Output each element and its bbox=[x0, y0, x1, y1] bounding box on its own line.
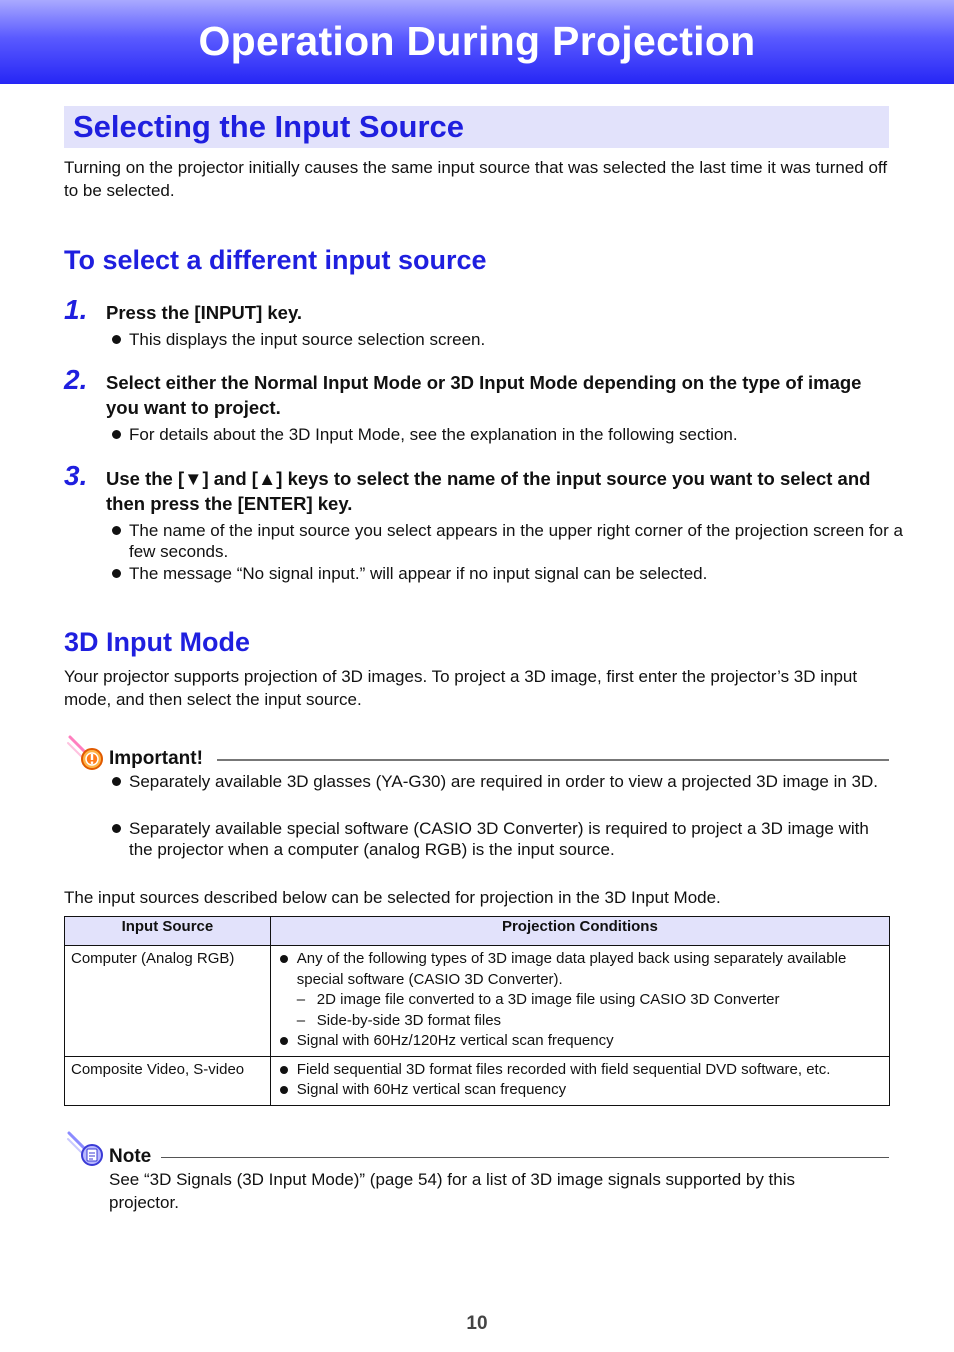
step-3-bullet-1: The name of the input source you select appears in the upper right corner of the projection screen for a few seconds. bbox=[110, 520, 909, 562]
important-divider bbox=[217, 759, 889, 761]
table-intro: The input sources described below can be selected for projection in the 3D Input Mode. bbox=[64, 888, 721, 907]
condition-bullet: Field sequential 3D format files recorded with field sequential DVD software, etc. bbox=[277, 1060, 883, 1081]
condition-bullet: Signal with 60Hz/120Hz vertical scan frequency bbox=[277, 1031, 883, 1052]
section-title: Selecting the Input Source bbox=[73, 109, 464, 144]
table-cell-conditions bbox=[270, 946, 889, 1057]
step-2-text: Select either the Normal Input Mode or 3D Input Mode depending on the type of image you want to project. bbox=[106, 372, 862, 418]
table-cell-conditions bbox=[270, 1056, 889, 1105]
input-source-table bbox=[64, 916, 890, 1106]
step-2-bullet: For details about the 3D Input Mode, see the explanation in the following section. bbox=[110, 424, 909, 445]
step-3-bullet-2: The message “No signal input.” will appear if no input signal can be selected. bbox=[110, 563, 909, 584]
step-1-bullet: This displays the input source selection screen. bbox=[110, 329, 909, 350]
column-header-projection-conditions: Projection Conditions bbox=[270, 917, 889, 946]
important-bullet-1: Separately available 3D glasses (YA-G30) are required in order to view a projected 3D image in 3D. bbox=[110, 771, 889, 792]
down-arrow-icon: ▼ bbox=[184, 468, 203, 489]
memo-icon bbox=[66, 1130, 106, 1168]
step-3-text: Use the [▼] and [▲] keys to select the name of the input source you want to select and then press the [ENTER] key. bbox=[106, 468, 871, 514]
condition-sub-item: – 2D image file converted to a 3D image file using CASIO 3D Converter bbox=[277, 990, 883, 1011]
mode3d-intro: Your projector supports projection of 3D images. To project a 3D image, first enter the projector’s 3D input mode, and then select the input source. bbox=[64, 667, 858, 709]
up-arrow-icon: ▲ bbox=[257, 468, 277, 489]
page-banner bbox=[0, 0, 954, 84]
important-bullet-2: Separately available special software (CASIO 3D Converter) is required to project a 3D image with the projector when a computer (analog RGB) is the input source. bbox=[110, 818, 889, 860]
step-3-number: 3. bbox=[64, 460, 88, 491]
mode3d-heading: 3D Input Mode bbox=[64, 627, 250, 657]
step-1-number: 1. bbox=[64, 294, 88, 325]
step-1-text: Press the [INPUT] key. bbox=[106, 302, 303, 323]
condition-sub-item: – Side-by-side 3D format files bbox=[277, 1011, 883, 1032]
section-intro: Turning on the projector initially causes the same input source that was selected the last time it was turned off to be selected. bbox=[64, 158, 888, 200]
table-row bbox=[65, 1056, 890, 1105]
note-divider bbox=[161, 1157, 889, 1158]
important-label: Important! bbox=[109, 748, 203, 769]
column-header-input-source: Input Source bbox=[65, 917, 271, 946]
exclamation-icon bbox=[66, 731, 106, 771]
section-heading-bar bbox=[64, 106, 889, 148]
procedure-heading: To select a different input source bbox=[64, 245, 487, 275]
condition-bullet: Any of the following types of 3D image data played back using separately available special software (CASIO 3D Converter). bbox=[277, 949, 883, 990]
table-cell-source: Computer (Analog RGB) bbox=[65, 946, 271, 1057]
table-header-row bbox=[65, 917, 890, 946]
condition-bullet: Signal with 60Hz vertical scan frequency bbox=[277, 1080, 883, 1101]
page-title: Operation During Projection bbox=[198, 18, 756, 64]
note-text: See “3D Signals (3D Input Mode)” (page 54) for a list of 3D image signals supported by this projector. bbox=[109, 1170, 796, 1212]
note-label: Note bbox=[109, 1146, 152, 1167]
step-2-number: 2. bbox=[64, 364, 88, 395]
page-number: 10 bbox=[466, 1313, 488, 1334]
table-cell-source: Composite Video, S-video bbox=[65, 1056, 271, 1105]
table-row bbox=[65, 946, 890, 1057]
